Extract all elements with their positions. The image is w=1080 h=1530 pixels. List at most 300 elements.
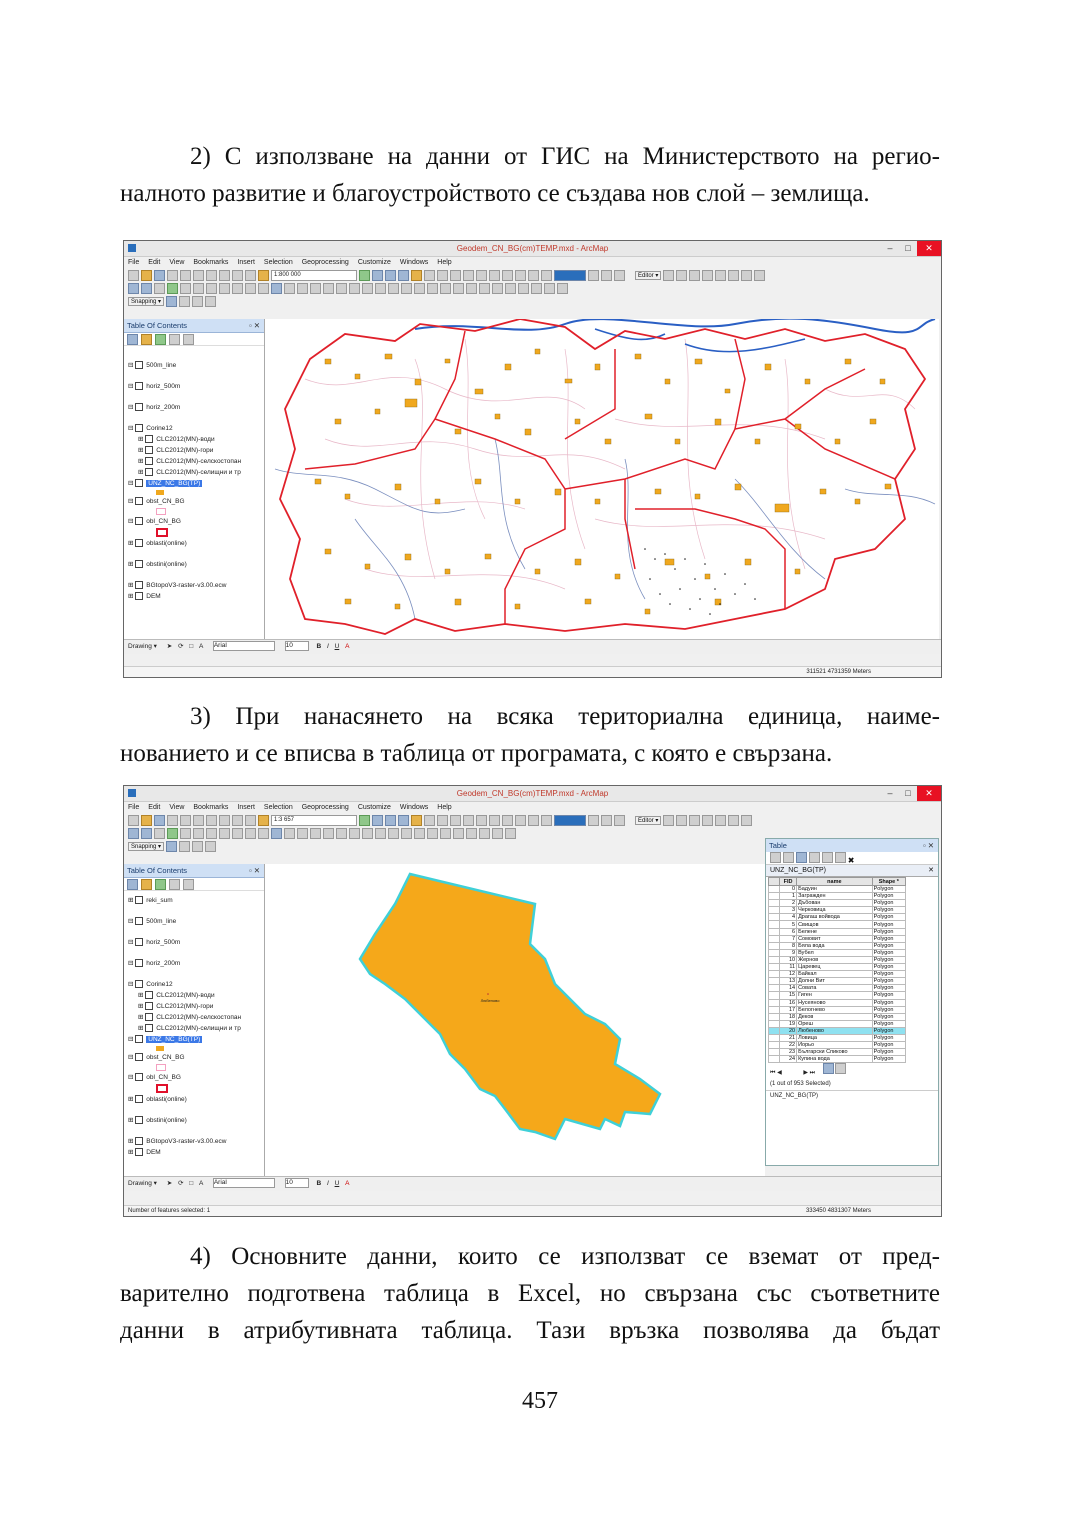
menu-insert[interactable]: Insert [237, 804, 255, 811]
table-row[interactable] [769, 1020, 906, 1027]
edit-tool-icon[interactable] [715, 270, 726, 281]
fixed-zoom-out-icon[interactable] [193, 828, 204, 839]
edit-tool-icon[interactable] [715, 815, 726, 826]
table-row[interactable] [769, 942, 906, 949]
maximize-button[interactable]: □ [905, 788, 911, 798]
table-row[interactable] [769, 1013, 906, 1020]
layer-checkbox-checked[interactable] [135, 1095, 143, 1103]
options-icon[interactable] [183, 879, 194, 890]
back-icon[interactable] [206, 283, 217, 294]
toc-window-icon[interactable] [372, 815, 383, 826]
layer-checkbox-checked[interactable] [135, 1116, 143, 1124]
list-by-drawing-order-icon[interactable] [127, 334, 138, 345]
table-options-icon[interactable] [770, 852, 781, 863]
select-by-attributes-icon[interactable] [796, 852, 807, 863]
selected-parcel-polygon[interactable] [360, 874, 660, 1139]
toc-layer[interactable]: ⊞ CLC2012(MN)-селскостопан [138, 458, 242, 465]
layer-checkbox[interactable] [135, 382, 143, 390]
zoom-in-icon[interactable] [128, 283, 139, 294]
row-selector[interactable] [769, 978, 780, 985]
toc-layer[interactable]: ⊞ CLC2012(MN)-води [138, 992, 215, 999]
rotate-icon[interactable]: ⟳ [178, 1180, 184, 1187]
layer-checkbox[interactable] [135, 1148, 143, 1156]
menu-selection[interactable]: Selection [263, 259, 293, 266]
row-selector[interactable] [769, 1049, 780, 1056]
select-elements-icon[interactable]: ➤ [166, 1180, 173, 1187]
column-header-shape[interactable]: Shape * [872, 878, 905, 886]
text-icon[interactable]: A [199, 643, 203, 650]
map-scale-combo[interactable]: 1:3 657 [271, 815, 357, 826]
row-selector[interactable] [769, 949, 780, 956]
menu-edit[interactable]: Edit [148, 804, 161, 811]
drawing-dropdown[interactable]: Drawing ▾ [128, 643, 157, 650]
menu-customize[interactable]: Customize [357, 804, 391, 811]
edit-tool-icon[interactable] [663, 270, 674, 281]
tool-icon[interactable] [466, 828, 477, 839]
tool-icon[interactable] [601, 815, 612, 826]
map-canvas[interactable] [265, 319, 939, 639]
tool-icon[interactable] [427, 828, 438, 839]
forward-icon[interactable] [219, 828, 230, 839]
row-selector[interactable] [769, 886, 780, 893]
tool-icon[interactable] [479, 828, 490, 839]
map-canvas[interactable] [265, 864, 765, 1176]
table-row[interactable] [769, 949, 906, 956]
edit-tool-icon[interactable] [689, 815, 700, 826]
minimize-button[interactable]: – [887, 243, 893, 253]
table-row[interactable] [769, 886, 906, 893]
close-button[interactable]: ✕ [917, 241, 941, 256]
layer-checkbox-checked[interactable] [145, 435, 153, 443]
editor-toolbar-icon[interactable] [359, 815, 370, 826]
switch-selection-icon[interactable] [809, 852, 820, 863]
rotate-icon[interactable]: ⟳ [178, 643, 184, 650]
copy-icon[interactable] [193, 270, 204, 281]
tool-icon[interactable] [518, 283, 529, 294]
tool-icon[interactable] [476, 270, 487, 281]
menu-geoprocessing[interactable]: Geoprocessing [301, 804, 349, 811]
full-extent-icon[interactable] [167, 283, 178, 294]
tool-icon[interactable] [505, 828, 516, 839]
redo-icon[interactable] [245, 815, 256, 826]
font-color-icon[interactable]: A [345, 643, 350, 650]
toc-layer[interactable]: ⊞ reki_sum [128, 897, 173, 904]
hyperlink-icon[interactable] [284, 283, 295, 294]
row-selector[interactable] [769, 921, 780, 928]
redo-icon[interactable] [245, 270, 256, 281]
edit-tool-icon[interactable] [702, 815, 713, 826]
map-view[interactable] [265, 864, 765, 1176]
layer-checkbox[interactable] [135, 959, 143, 967]
clear-selection-icon[interactable] [822, 852, 833, 863]
search-window-icon[interactable] [398, 815, 409, 826]
fixed-zoom-in-icon[interactable] [180, 828, 191, 839]
table-close-icon[interactable]: ▫ ✕ [922, 841, 934, 850]
next-record-icon[interactable]: ▶ [803, 1070, 808, 1077]
layer-checkbox-checked[interactable] [135, 479, 143, 487]
time-slider-icon[interactable] [349, 283, 360, 294]
edit-tool-icon[interactable] [689, 270, 700, 281]
tool-icon[interactable] [515, 270, 526, 281]
menu-file[interactable]: File [128, 259, 140, 266]
previous-record-icon[interactable]: ◀ [777, 1070, 782, 1077]
toc-layer[interactable]: ⊞ CLC2012(MN)-води [138, 436, 215, 443]
layer-checkbox[interactable] [135, 980, 143, 988]
toc-layer[interactable]: ⊟ obl_CN_BG [128, 1074, 181, 1081]
undo-icon[interactable] [232, 270, 243, 281]
tool-icon[interactable] [362, 828, 373, 839]
tool-icon[interactable] [528, 815, 539, 826]
toc-layer[interactable]: ⊞ oblasti(online) [128, 1096, 187, 1103]
go-to-xy-icon[interactable] [336, 283, 347, 294]
clear-selection-icon[interactable] [245, 283, 256, 294]
print-icon[interactable] [167, 270, 178, 281]
table-row[interactable] [769, 928, 906, 935]
underline-icon[interactable]: U [334, 643, 340, 650]
back-icon[interactable] [206, 828, 217, 839]
row-selector[interactable] [769, 1042, 780, 1049]
html-popup-icon[interactable] [297, 828, 308, 839]
list-by-visibility-icon[interactable] [155, 879, 166, 890]
python-icon[interactable] [424, 815, 435, 826]
toc-layer[interactable]: ⊟ horiz_200m [128, 404, 181, 411]
select-elements-icon[interactable] [258, 283, 269, 294]
toc-group-layer[interactable]: ⊟ Corine12 [128, 425, 173, 432]
map-scale-combo[interactable]: 1:800 000 [271, 270, 357, 281]
select-features-icon[interactable] [232, 828, 243, 839]
tool-icon[interactable] [541, 270, 552, 281]
tool-icon[interactable] [414, 828, 425, 839]
table-row[interactable] [769, 971, 906, 978]
edit-tool-icon[interactable] [702, 270, 713, 281]
toc-layer[interactable]: ⊞ CLC2012(MN)-селищни и тр [138, 1025, 241, 1032]
font-name-combo[interactable]: Arial [213, 1178, 275, 1188]
delete-icon[interactable] [219, 815, 230, 826]
identify-icon[interactable] [271, 283, 282, 294]
layer-checkbox-checked[interactable] [135, 1073, 143, 1081]
python-icon[interactable] [424, 270, 435, 281]
toc-layer[interactable]: ⊟ horiz_500m [128, 383, 181, 390]
tool-icon[interactable] [362, 283, 373, 294]
row-selector[interactable] [769, 928, 780, 935]
menu-geoprocessing[interactable]: Geoprocessing [301, 259, 349, 266]
layer-checkbox-checked[interactable] [135, 896, 143, 904]
toc-layer[interactable]: ⊟ obst_CN_BG [128, 498, 185, 505]
tool-icon[interactable] [588, 815, 599, 826]
measure-icon[interactable] [310, 828, 321, 839]
pan-icon[interactable] [154, 828, 165, 839]
model-builder-icon[interactable] [437, 270, 448, 281]
arctoolbox-icon[interactable] [411, 270, 422, 281]
row-selector[interactable] [769, 1027, 780, 1034]
measure-icon[interactable] [310, 283, 321, 294]
table-row[interactable] [769, 935, 906, 942]
menu-windows[interactable]: Windows [399, 804, 429, 811]
toc-layer[interactable]: ⊟ 500m_line [128, 918, 177, 925]
snapping-dropdown[interactable]: Snapping ▾ [128, 297, 164, 306]
minimize-button[interactable]: – [887, 788, 893, 798]
tool-icon[interactable] [502, 815, 513, 826]
table-row[interactable] [769, 1056, 906, 1063]
rectangle-icon[interactable]: □ [189, 1180, 194, 1187]
row-selector[interactable] [769, 900, 780, 907]
toc-layer[interactable]: ⊞ obstini(online) [128, 1117, 187, 1124]
paste-icon[interactable] [206, 815, 217, 826]
layer-checkbox-checked[interactable] [135, 539, 143, 547]
layer-checkbox-checked[interactable] [135, 1053, 143, 1061]
zoom-out-icon[interactable] [141, 283, 152, 294]
menu-view[interactable]: View [169, 804, 185, 811]
tool-icon[interactable] [588, 270, 599, 281]
options-icon[interactable] [183, 334, 194, 345]
tool-icon[interactable] [453, 828, 464, 839]
save-icon[interactable] [154, 815, 165, 826]
table-row[interactable] [769, 1034, 906, 1041]
table-row[interactable] [769, 907, 906, 914]
table-row[interactable] [769, 978, 906, 985]
toc-close-icon[interactable]: ▫ ✕ [248, 866, 260, 875]
open-icon[interactable] [141, 815, 152, 826]
table-row[interactable] [769, 1006, 906, 1013]
tool-icon[interactable] [401, 828, 412, 839]
find-icon[interactable] [323, 283, 334, 294]
save-icon[interactable] [154, 270, 165, 281]
color-swatch-icon[interactable] [554, 270, 586, 281]
layer-checkbox-checked[interactable] [135, 497, 143, 505]
toc-layer[interactable]: ⊟ obst_CN_BG [128, 1054, 185, 1061]
toc-layer[interactable]: ⊞ CLC2012(MN)-гори [138, 1003, 214, 1010]
tool-icon[interactable] [515, 815, 526, 826]
vertex-snapping-icon[interactable] [192, 296, 203, 307]
identify-icon[interactable] [271, 828, 282, 839]
edit-tool-icon[interactable] [741, 270, 752, 281]
layer-checkbox-checked[interactable] [145, 446, 153, 454]
toc-layer[interactable]: ⊞ DEM [128, 1149, 161, 1156]
tool-icon[interactable] [440, 828, 451, 839]
row-selector[interactable] [769, 1020, 780, 1027]
font-size-combo[interactable]: 10 [285, 1178, 309, 1188]
tool-icon[interactable] [505, 283, 516, 294]
zoom-to-selected-icon[interactable] [835, 852, 846, 863]
text-icon[interactable]: A [199, 1180, 203, 1187]
row-selector[interactable] [769, 1056, 780, 1063]
search-window-icon[interactable] [398, 270, 409, 281]
menu-help[interactable]: Help [437, 259, 452, 266]
list-by-source-icon[interactable] [141, 334, 152, 345]
tool-icon[interactable] [401, 283, 412, 294]
row-selector[interactable] [769, 893, 780, 900]
table-row[interactable] [769, 914, 906, 921]
toc-layer-selected[interactable]: ⊟ UNZ_NC_BG(TP) [128, 1036, 201, 1043]
tool-icon[interactable] [427, 283, 438, 294]
tool-icon[interactable] [614, 270, 625, 281]
toc-layer[interactable]: ⊞ obstini(online) [128, 561, 187, 568]
table-row[interactable] [769, 999, 906, 1006]
font-name-combo[interactable]: Arial [213, 641, 275, 651]
tool-icon[interactable] [528, 270, 539, 281]
copy-icon[interactable] [193, 815, 204, 826]
table-row[interactable] [769, 992, 906, 999]
layer-checkbox[interactable] [135, 1137, 143, 1145]
list-by-selection-icon[interactable] [169, 334, 180, 345]
color-swatch-icon[interactable] [554, 815, 586, 826]
menu-windows[interactable]: Windows [399, 259, 429, 266]
layer-checkbox[interactable] [135, 361, 143, 369]
cut-icon[interactable] [180, 270, 191, 281]
bold-icon[interactable]: B [316, 643, 322, 650]
model-builder-icon[interactable] [437, 815, 448, 826]
layer-checkbox[interactable] [135, 403, 143, 411]
pan-icon[interactable] [154, 283, 165, 294]
layer-checkbox[interactable] [135, 917, 143, 925]
table-row[interactable] [769, 1042, 906, 1049]
toc-layer[interactable]: ⊟ horiz_500m [128, 939, 181, 946]
arctoolbox-icon[interactable] [411, 815, 422, 826]
list-by-selection-icon[interactable] [169, 879, 180, 890]
end-snapping-icon[interactable] [179, 841, 190, 852]
editor-dropdown[interactable]: Editor ▾ [635, 816, 661, 825]
tool-icon[interactable] [375, 283, 386, 294]
tool-icon[interactable] [440, 283, 451, 294]
show-all-records-icon[interactable] [823, 1063, 834, 1074]
list-by-visibility-icon[interactable] [155, 334, 166, 345]
table-row[interactable] [769, 964, 906, 971]
cut-icon[interactable] [180, 815, 191, 826]
drawing-dropdown[interactable]: Drawing ▾ [128, 1180, 157, 1187]
undo-icon[interactable] [232, 815, 243, 826]
menu-help[interactable]: Help [437, 804, 452, 811]
row-selector[interactable] [769, 942, 780, 949]
menu-insert[interactable]: Insert [237, 259, 255, 266]
layer-checkbox-checked[interactable] [145, 468, 153, 476]
edit-tool-icon[interactable] [663, 815, 674, 826]
tool-icon[interactable] [463, 815, 474, 826]
font-color-icon[interactable]: A [345, 1180, 350, 1187]
editor-toolbar-icon[interactable] [359, 270, 370, 281]
toc-layer[interactable]: ⊞ CLC2012(MN)-гори [138, 447, 214, 454]
table-row[interactable] [769, 900, 906, 907]
list-by-drawing-order-icon[interactable] [127, 879, 138, 890]
table-layer-tab[interactable] [766, 865, 938, 877]
editor-dropdown[interactable]: Editor ▾ [635, 271, 661, 280]
find-icon[interactable] [323, 828, 334, 839]
open-icon[interactable] [141, 270, 152, 281]
layer-checkbox-checked[interactable] [145, 1013, 153, 1021]
layer-checkbox[interactable] [135, 581, 143, 589]
row-selector[interactable] [769, 1006, 780, 1013]
menu-bookmarks[interactable]: Bookmarks [193, 804, 229, 811]
edge-snapping-icon[interactable] [205, 296, 216, 307]
select-features-icon[interactable] [232, 283, 243, 294]
edit-tool-icon[interactable] [676, 815, 687, 826]
point-snapping-icon[interactable] [166, 296, 177, 307]
tool-icon[interactable] [450, 270, 461, 281]
full-extent-icon[interactable] [167, 828, 178, 839]
show-selected-records-icon[interactable] [835, 1063, 846, 1074]
column-header-name[interactable]: name [797, 878, 873, 886]
layer-checkbox-checked[interactable] [145, 1002, 153, 1010]
toc-layer[interactable]: ⊟ obl_CN_BG [128, 518, 181, 525]
layer-checkbox[interactable] [135, 592, 143, 600]
toc-window-icon[interactable] [372, 270, 383, 281]
layer-checkbox[interactable] [135, 938, 143, 946]
toc-close-icon[interactable]: ▫ ✕ [248, 321, 260, 330]
row-selector[interactable] [769, 907, 780, 914]
row-selector[interactable] [769, 914, 780, 921]
first-record-icon[interactable]: ⏮ [770, 1070, 776, 1077]
menu-selection[interactable]: Selection [263, 804, 293, 811]
delete-icon[interactable] [219, 270, 230, 281]
table-row[interactable] [769, 985, 906, 992]
zoom-out-icon[interactable] [141, 828, 152, 839]
select-elements-icon[interactable]: ➤ [166, 643, 173, 650]
row-selector[interactable] [769, 999, 780, 1006]
toc-layer[interactable]: ⊟ horiz_200m [128, 960, 181, 967]
toc-layer[interactable]: ⊞ CLC2012(MN)-селищни и тр [138, 469, 241, 476]
tool-icon[interactable] [414, 283, 425, 294]
table-row[interactable] [769, 956, 906, 963]
table-bottom-tab[interactable]: UNZ_NC_BG(TP) [766, 1090, 938, 1102]
tool-icon[interactable] [466, 283, 477, 294]
table-row[interactable] [769, 893, 906, 900]
table-row[interactable] [769, 921, 906, 928]
row-selector[interactable] [769, 964, 780, 971]
time-slider-icon[interactable] [349, 828, 360, 839]
end-snapping-icon[interactable] [179, 296, 190, 307]
maximize-button[interactable]: □ [905, 243, 911, 253]
edit-tool-icon[interactable] [676, 270, 687, 281]
edge-snapping-icon[interactable] [205, 841, 216, 852]
tool-icon[interactable] [601, 270, 612, 281]
zoom-in-icon[interactable] [128, 828, 139, 839]
tool-icon[interactable] [463, 270, 474, 281]
delete-selected-icon[interactable]: ✖ [847, 856, 855, 865]
toc-layer[interactable]: ⊞ CLC2012(MN)-селскостопан [138, 1014, 242, 1021]
new-icon[interactable] [128, 270, 139, 281]
select-elements-icon[interactable] [258, 828, 269, 839]
edit-tool-icon[interactable] [728, 815, 739, 826]
tab-close-icon[interactable]: ✕ [928, 867, 934, 874]
edit-tool-icon[interactable] [728, 270, 739, 281]
tool-icon[interactable] [476, 815, 487, 826]
last-record-icon[interactable]: ⏭ [809, 1070, 816, 1077]
tool-icon[interactable] [375, 828, 386, 839]
related-tables-icon[interactable] [783, 852, 794, 863]
tool-icon[interactable] [502, 270, 513, 281]
map-view[interactable] [265, 319, 939, 639]
close-button[interactable]: ✕ [917, 786, 941, 801]
tool-icon[interactable] [557, 283, 568, 294]
toc-layer[interactable]: ⊞ DEM [128, 593, 161, 600]
clear-selection-icon[interactable] [245, 828, 256, 839]
add-data-icon[interactable] [258, 815, 269, 826]
row-selector[interactable] [769, 1034, 780, 1041]
edit-tool-icon[interactable] [741, 815, 752, 826]
italic-icon[interactable]: I [326, 643, 329, 650]
vertex-snapping-icon[interactable] [192, 841, 203, 852]
layer-checkbox-checked[interactable] [145, 991, 153, 999]
layer-checkbox-checked[interactable] [135, 517, 143, 525]
column-header-fid[interactable]: FID [780, 878, 797, 886]
tool-icon[interactable] [489, 270, 500, 281]
toc-layer[interactable]: ⊞ BGtopoV3-raster-v3.00.ecw [128, 1138, 227, 1145]
paste-icon[interactable] [206, 270, 217, 281]
row-selector[interactable] [769, 1013, 780, 1020]
tool-icon[interactable] [388, 283, 399, 294]
tool-icon[interactable] [544, 283, 555, 294]
fixed-zoom-in-icon[interactable] [180, 283, 191, 294]
table-row[interactable] [769, 1027, 906, 1034]
